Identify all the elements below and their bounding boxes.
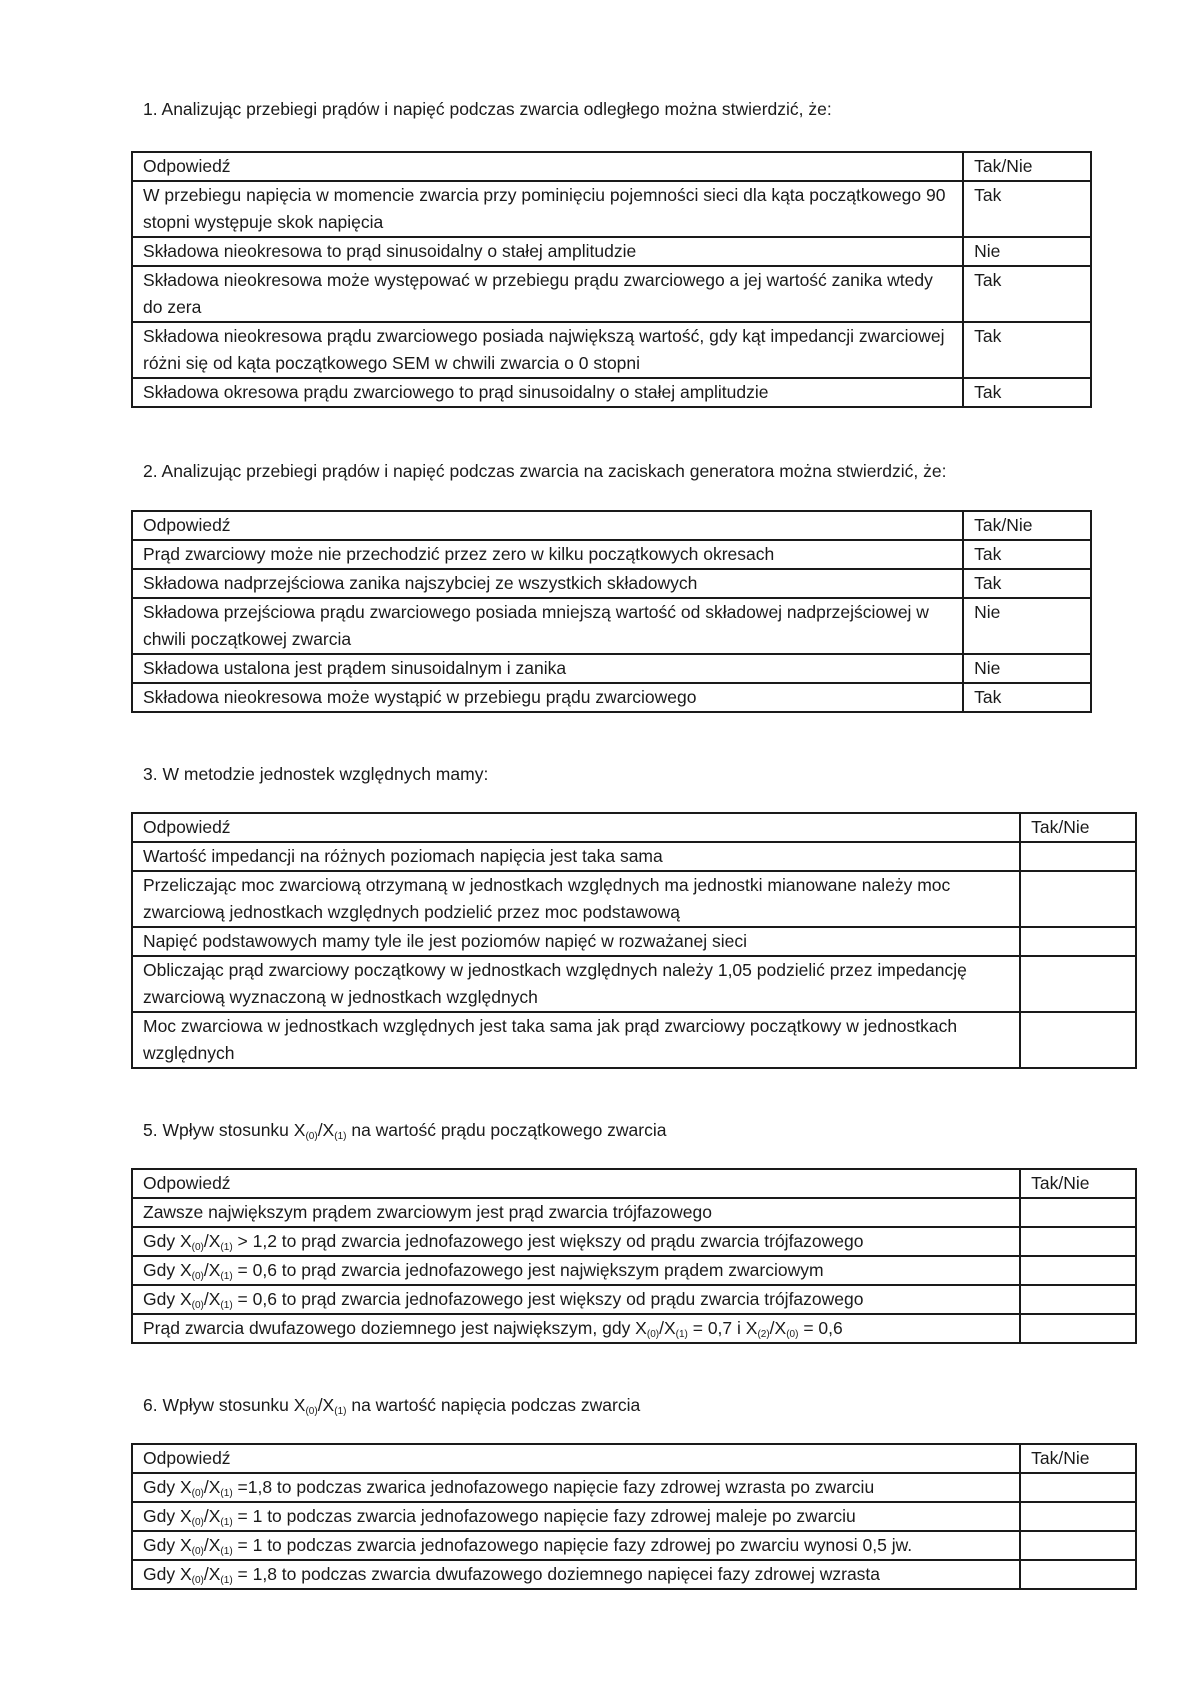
text-segment: Składowa nieokresowa prądu zwarciowego posiada największą wartość, gdy kąt impedancji zwarciowej różni się od kąta początkowego SEM w chwili zwarcia o 0 stopni <box>143 326 945 373</box>
answer-table-5 <box>131 1168 1137 1344</box>
text-segment: /X <box>317 1395 335 1415</box>
table-row <box>132 181 1091 237</box>
tak-nie-cell: Nie <box>963 654 1091 683</box>
answer-cell <box>132 181 963 237</box>
text-segment: Moc zwarciowa w jednostkach względnych jest taka sama jak prąd zwarciowy początkowy w jednostkach względnych <box>143 1016 958 1063</box>
header-answer: Odpowiedź <box>132 511 963 540</box>
table-row <box>132 1314 1136 1343</box>
answer-cell <box>132 266 963 322</box>
answer-cell <box>132 654 963 683</box>
table-row <box>132 322 1091 378</box>
header-answer: Odpowiedź <box>132 152 963 181</box>
answer-cell <box>132 956 1020 1012</box>
text-segment: Składowa ustalona jest prądem sinusoidalnym i zanika <box>143 658 567 678</box>
subscript: (0) <box>191 1242 204 1253</box>
subscript: (1) <box>220 1242 233 1253</box>
tak-nie-cell <box>1020 1473 1136 1502</box>
text-segment: /X <box>203 1535 221 1555</box>
text-segment: = 0,6 to prąd zwarcia jednofazowego jest większy od prądu zwarcia trójfazowego <box>232 1289 864 1309</box>
text-segment: /X <box>203 1564 221 1584</box>
subscript: (0) <box>646 1329 660 1340</box>
answer-cell <box>132 569 963 598</box>
table-row <box>132 1560 1136 1589</box>
text-segment: Wpływ stosunku X <box>162 1395 306 1415</box>
subscript: (1) <box>220 1546 233 1557</box>
subscript: (0) <box>305 1131 318 1142</box>
text-segment: Zawsze największym prądem zwarciowym jest prąd zwarcia trójfazowego <box>143 1202 712 1222</box>
text-segment: /X <box>203 1477 221 1497</box>
answer-cell <box>132 1227 1020 1256</box>
answer-cell <box>132 1531 1020 1560</box>
text-segment: = 0,6 to prąd zwarcia jednofazowego jest największym prądem zwarciowym <box>232 1260 824 1280</box>
subscript: (1) <box>220 1517 233 1528</box>
text-segment: Gdy X <box>143 1506 192 1526</box>
question-number: 6. <box>143 1395 158 1415</box>
subscript: (0) <box>191 1300 204 1311</box>
text-segment: = 0,7 i X <box>687 1318 758 1338</box>
question-number: 3. <box>143 764 158 784</box>
tak-nie-cell <box>1020 1227 1136 1256</box>
text-segment: Składowa nieokresowa może występować w przebiegu prądu zwarciowego a jej wartość zanika wtedy do zera <box>143 270 933 317</box>
tak-nie-cell: Tak <box>963 569 1091 598</box>
table-row <box>132 1198 1136 1227</box>
answer-table-1 <box>131 151 1092 408</box>
table-row <box>132 683 1091 712</box>
text-segment: /X <box>317 1120 335 1140</box>
table-row <box>132 1227 1136 1256</box>
text-segment: Analizując przebiegi prądów i napięć podczas zwarcia na zaciskach generatora można stwierdzić, że: <box>161 461 947 481</box>
header-tak-nie: Tak/Nie <box>1020 813 1136 842</box>
text-segment: Gdy X <box>143 1564 192 1584</box>
text-segment: Składowa nadprzejściowa zanika najszybciej ze wszystkich składowych <box>143 573 698 593</box>
text-segment: Wartość impedancji na różnych poziomach napięcia jest taka sama <box>143 846 663 866</box>
tak-nie-cell: Tak <box>963 181 1091 237</box>
answer-cell <box>132 322 963 378</box>
text-segment: Gdy X <box>143 1231 192 1251</box>
question-number: 2. <box>143 461 158 481</box>
table-row <box>132 540 1091 569</box>
subscript: (1) <box>220 1575 233 1586</box>
table-row <box>132 1012 1136 1068</box>
text-segment: Wpływ stosunku X <box>162 1120 306 1140</box>
tak-nie-cell <box>1020 956 1136 1012</box>
table-row <box>132 1256 1136 1285</box>
subscript: (0) <box>191 1517 204 1528</box>
answer-cell <box>132 842 1020 871</box>
answer-cell <box>132 1198 1020 1227</box>
header-tak-nie: Tak/Nie <box>1020 1444 1136 1473</box>
question-3 <box>143 761 488 788</box>
text-segment: Składowa nieokresowa to prąd sinusoidalny o stałej amplitudzie <box>143 241 637 261</box>
tak-nie-cell <box>1020 1560 1136 1589</box>
text-segment: Prąd zwarcia dwufazowego doziemnego jest największym, gdy X <box>143 1318 647 1338</box>
text-segment: /X <box>203 1289 221 1309</box>
table-row <box>132 842 1136 871</box>
tak-nie-cell <box>1020 1285 1136 1314</box>
text-segment: W metodzie jednostek względnych mamy: <box>162 764 489 784</box>
text-segment: = 1 to podczas zwarcia jednofazowego napięcie fazy zdrowej maleje po zwarciu <box>232 1506 856 1526</box>
question-2 <box>143 458 947 485</box>
answer-table-3 <box>131 812 1137 1069</box>
table-row <box>132 871 1136 927</box>
text-segment: Gdy X <box>143 1535 192 1555</box>
table-row <box>132 927 1136 956</box>
text-segment: W przebiegu napięcia w momencie zwarcia przy pominięciu pojemności sieci dla kąta początkowego 90 stopni występuje skok napięcia <box>143 185 946 232</box>
tak-nie-cell: Nie <box>963 598 1091 654</box>
table-header-row <box>132 1444 1136 1473</box>
text-segment: /X <box>203 1260 221 1280</box>
table-row <box>132 654 1091 683</box>
tak-nie-cell <box>1020 1012 1136 1068</box>
tak-nie-cell: Tak <box>963 322 1091 378</box>
table-row <box>132 378 1091 407</box>
header-answer: Odpowiedź <box>132 813 1020 842</box>
header-tak-nie: Tak/Nie <box>963 511 1091 540</box>
subscript: (0) <box>191 1488 204 1499</box>
tak-nie-cell <box>1020 1198 1136 1227</box>
subscript: (1) <box>334 1406 347 1417</box>
answer-cell <box>132 540 963 569</box>
subscript: (1) <box>220 1488 233 1499</box>
text-segment: Składowa okresowa prądu zwarciowego to prąd sinusoidalny o stałej amplitudzie <box>143 382 769 402</box>
answer-cell <box>132 1560 1020 1589</box>
text-segment: Przeliczając moc zwarciową otrzymaną w jednostkach względnych ma jednostki mianowane należy moc zwarciową jednostkach względnych podzielić przez moc podstawową <box>143 875 951 922</box>
answer-table-2 <box>131 510 1092 713</box>
text-segment: Składowa przejściowa prądu zwarciowego posiada mniejszą wartość od składowej nadprzejściowej w chwili początkowej zwarcia <box>143 602 929 649</box>
subscript: (1) <box>334 1131 347 1142</box>
tak-nie-cell <box>1020 1256 1136 1285</box>
text-segment: /X <box>769 1318 787 1338</box>
question-number: 5. <box>143 1120 158 1140</box>
question-number: 1. <box>143 99 158 119</box>
header-answer: Odpowiedź <box>132 1169 1020 1198</box>
text-segment: Prąd zwarciowy może nie przechodzić przez zero w kilku początkowych okresach <box>143 544 775 564</box>
question-6 <box>143 1392 640 1419</box>
question-5 <box>143 1117 667 1144</box>
answer-cell <box>132 683 963 712</box>
text-segment: = 1 to podczas zwarcia jednofazowego napięcie fazy zdrowej po zwarciu wynosi 0,5 jw. <box>232 1535 913 1555</box>
text-segment: Napięć podstawowych mamy tyle ile jest poziomów napięć w rozważanej sieci <box>143 931 748 951</box>
tak-nie-cell <box>1020 842 1136 871</box>
subscript: (1) <box>675 1329 688 1340</box>
text-segment: Składowa nieokresowa może wystąpić w przebiegu prądu zwarciowego <box>143 687 697 707</box>
text-segment: = 1,8 to podczas zwarcia dwufazowego doziemnego napięcei fazy zdrowej wzrasta <box>232 1564 881 1584</box>
table-row <box>132 237 1091 266</box>
table-row <box>132 1285 1136 1314</box>
text-segment: /X <box>203 1506 221 1526</box>
table-row <box>132 569 1091 598</box>
subscript: (0) <box>305 1406 318 1417</box>
answer-table-6 <box>131 1443 1137 1590</box>
subscript: (2) <box>757 1329 770 1340</box>
table-header-row <box>132 511 1091 540</box>
table-row <box>132 598 1091 654</box>
tak-nie-cell <box>1020 1314 1136 1343</box>
answer-cell <box>132 237 963 266</box>
text-segment: Gdy X <box>143 1289 192 1309</box>
answer-cell <box>132 871 1020 927</box>
tak-nie-cell <box>1020 927 1136 956</box>
table-row <box>132 1531 1136 1560</box>
table-header-row <box>132 152 1091 181</box>
table-header-row <box>132 813 1136 842</box>
text-segment: Gdy X <box>143 1477 192 1497</box>
tak-nie-cell <box>1020 1531 1136 1560</box>
tak-nie-cell: Tak <box>963 683 1091 712</box>
subscript: (0) <box>191 1271 204 1282</box>
subscript: (0) <box>786 1329 799 1340</box>
answer-cell <box>132 598 963 654</box>
tak-nie-cell: Tak <box>963 540 1091 569</box>
tak-nie-cell <box>1020 1502 1136 1531</box>
text-segment: /X <box>203 1231 221 1251</box>
table-header-row <box>132 1169 1136 1198</box>
tak-nie-cell: Nie <box>963 237 1091 266</box>
header-tak-nie: Tak/Nie <box>963 152 1091 181</box>
answer-cell <box>132 378 963 407</box>
text-segment: = 0,6 <box>798 1318 843 1338</box>
subscript: (0) <box>191 1575 204 1586</box>
answer-cell <box>132 1502 1020 1531</box>
header-answer: Odpowiedź <box>132 1444 1020 1473</box>
text-segment: /X <box>659 1318 676 1338</box>
text-segment: Obliczając prąd zwarciowy początkowy w jednostkach względnych należy 1,05 podzielić przez impedancję zwarciową wyznaczoną w jednostkach względnych <box>143 960 967 1007</box>
tak-nie-cell: Tak <box>963 266 1091 322</box>
text-segment: =1,8 to podczas zwarica jednofazowego napięcie fazy zdrowej wzrasta po zwarciu <box>232 1477 875 1497</box>
answer-cell <box>132 1256 1020 1285</box>
question-1 <box>143 96 832 123</box>
table-row <box>132 1502 1136 1531</box>
text-segment: Gdy X <box>143 1260 192 1280</box>
tak-nie-cell: Tak <box>963 378 1091 407</box>
answer-cell <box>132 1314 1020 1343</box>
subscript: (1) <box>220 1271 233 1282</box>
answer-cell <box>132 1012 1020 1068</box>
answer-cell <box>132 927 1020 956</box>
text-segment: na wartość prądu początkowego zwarcia <box>346 1120 667 1140</box>
subscript: (0) <box>191 1546 204 1557</box>
text-segment: > 1,2 to prąd zwarcia jednofazowego jest większy od prądu zwarcia trójfazowego <box>232 1231 864 1251</box>
table-row <box>132 956 1136 1012</box>
header-tak-nie: Tak/Nie <box>1020 1169 1136 1198</box>
text-segment: na wartość napięcia podczas zwarcia <box>346 1395 641 1415</box>
subscript: (1) <box>220 1300 233 1311</box>
tak-nie-cell <box>1020 871 1136 927</box>
table-row <box>132 1473 1136 1502</box>
table-row <box>132 266 1091 322</box>
answer-cell <box>132 1285 1020 1314</box>
text-segment: Analizując przebiegi prądów i napięć podczas zwarcia odległego można stwierdzić, że: <box>161 99 832 119</box>
answer-cell <box>132 1473 1020 1502</box>
